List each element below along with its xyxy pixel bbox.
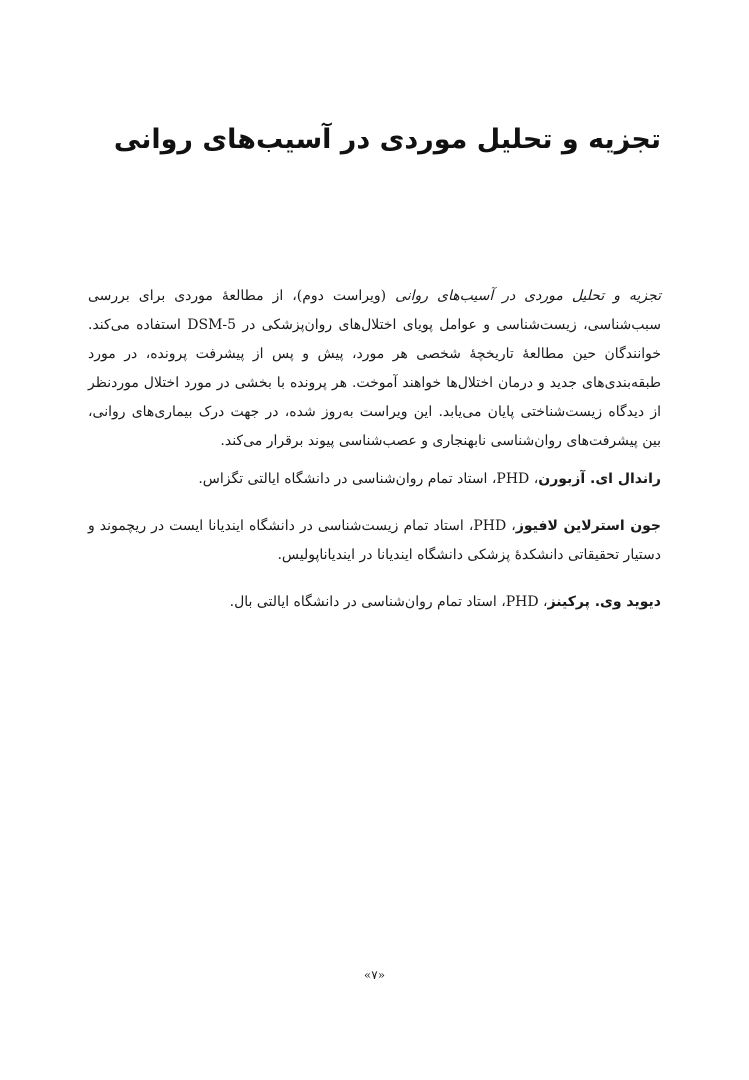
book-abstract <box>88 282 661 456</box>
author-entry-perkins <box>88 588 661 617</box>
book-title-italic: تجزیه و تحلیل موردی در آسیب‌های روانی <box>395 288 661 304</box>
author-name: راندال ای. آزبورن <box>538 471 661 487</box>
author-name: جون استرلاین لافیوز <box>515 518 662 534</box>
page-title: تجزیه و تحلیل موردی در آسیب‌های روانی <box>113 124 661 155</box>
author-description: ، PHD، استاد تمام زیست‌شناسی در دانشگاه ایندیانا ایست در ریچموند و دستیار تحقیقاتی دانشکدهٔ پزشکی دانشگاه ایندیانا در ایندیاناپولیس. <box>88 518 661 563</box>
page-number: «۷» <box>363 968 386 982</box>
abstract-text: (ویراست دوم)، از مطالعهٔ موردی برای بررسی سبب‌شناسی، زیست‌شناسی و عوامل پویای اختلال‌های روان‌پزشکی در DSM-5 استفاده می‌کند. خوانندگان حین مطالعهٔ تاریخچهٔ شخصی هر مورد، پیش و پس از پیشرفت پرونده، در مورد طبقه‌بندی‌های جدید و درمان اختلال‌ها خواهند آموخت. هر پرونده با بخشی در مورد اختلال موردنظر از دیدگاه زیست‌شناختی پایان می‌یابد. این ویراست به‌روز شده، در جهت درک بیماری‌های روانی، بین پیشرفت‌های روان‌شناسی نابهنجاری و عصب‌شناسی پیوند برقرار می‌کند. <box>88 288 661 449</box>
author-description: ، PHD، استاد تمام روان‌شناسی در دانشگاه ایالتی بال. <box>229 594 548 610</box>
author-entry-lafuze <box>88 512 661 570</box>
author-list <box>88 465 661 635</box>
author-description: ، PHD، استاد تمام روان‌شناسی در دانشگاه ایالتی تگزاس. <box>198 471 539 487</box>
author-name: دیوید وی. پرکینز <box>547 594 661 610</box>
author-entry-osborne <box>88 465 661 494</box>
